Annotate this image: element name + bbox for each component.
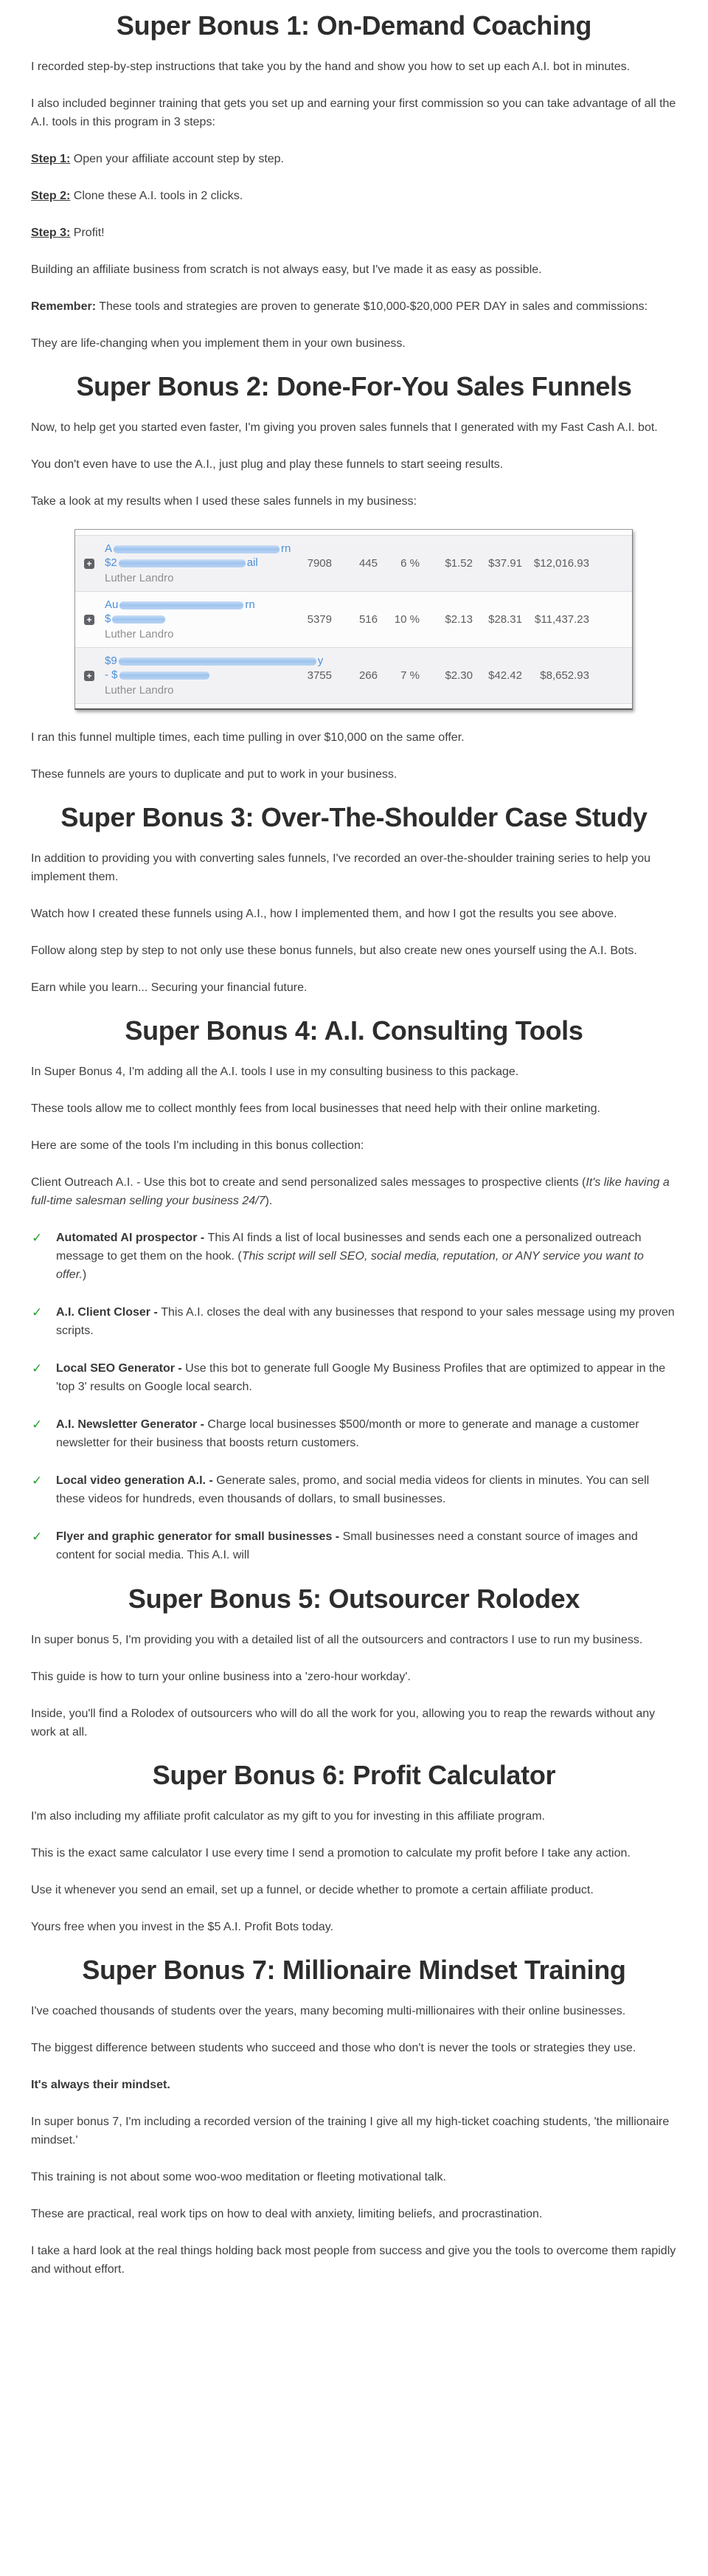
paragraph	[31, 1705, 677, 1741]
check-icon: ✓	[32, 1231, 43, 1245]
checklist-item	[31, 1415, 677, 1452]
checklist-item	[31, 1359, 677, 1396]
paragraph	[31, 2205, 677, 2223]
stat-cell: $28.31	[488, 613, 522, 626]
checklist-item-text	[56, 1229, 677, 1284]
checklist-item	[31, 1303, 677, 1340]
paragraph	[31, 728, 677, 747]
paragraph	[31, 150, 677, 168]
text-run: Local SEO Generator -	[56, 1362, 186, 1375]
link-text-fragment: - $	[105, 669, 118, 681]
bonus-section-1	[31, 10, 677, 353]
funnel-link-line	[105, 654, 324, 668]
stat-cell: $8,652.93	[540, 669, 589, 682]
paragraph	[31, 905, 677, 923]
funnel-link-line	[105, 556, 288, 570]
expand-row-icon: +	[84, 671, 94, 681]
text-run: This AI finds a list of local businesses and sends each one a personalized outreach message to get them on the hook. (	[56, 1232, 642, 1263]
paragraph	[31, 492, 677, 511]
paragraph	[31, 1881, 677, 1899]
paragraph	[31, 1063, 677, 1081]
expand-row-icon: +	[84, 559, 94, 569]
text-run: In super bonus 7, I'm including a recorded version of the training I give all my high-ticket coaching students, 'the millionaire mindset.'	[31, 2116, 670, 2147]
stat-cell: 5379	[307, 613, 332, 626]
screenshot-crop-edge	[75, 704, 632, 708]
stat-cell: $2.30	[445, 669, 473, 682]
stat-cell: $12,016.93	[533, 557, 589, 570]
checklist-item-text	[56, 1303, 677, 1340]
funnel-link-line	[105, 668, 288, 682]
stat-cell: 10 %	[394, 613, 420, 626]
text-run: Step 2:	[31, 190, 71, 202]
text-run: Step 3:	[31, 227, 71, 239]
paragraph	[31, 297, 677, 316]
stat-cell: $11,437.23	[535, 613, 589, 626]
text-run: Follow along step by step to not only use these bonus funnels, but also create new ones yourself using the A.I. Bots.	[31, 945, 637, 957]
check-icon: ✓	[32, 1474, 43, 1488]
text-run: These are practical, real work tips on how to deal with anxiety, limiting beliefs, and procrastination.	[31, 2208, 543, 2220]
paragraph	[31, 2002, 677, 2020]
text-run: )	[82, 1268, 87, 1281]
link-text-fragment: $	[105, 612, 111, 625]
redacted-smear	[119, 657, 316, 666]
paragraph	[31, 942, 677, 960]
bonus-section-5	[31, 1584, 677, 1741]
stat-cell: 445	[358, 557, 378, 570]
stat-cell: 7 %	[400, 669, 420, 682]
stat-cell: 7908	[307, 557, 332, 570]
text-run: ).	[265, 1195, 273, 1207]
text-run: I recorded step-by-step instructions that take you by the hand and show you how to set up each A.I. bot in minutes.	[31, 61, 631, 73]
paragraph	[31, 455, 677, 474]
text-run: This training is not about some woo-woo meditation or fleeting motivational talk.	[31, 2171, 446, 2183]
text-run: A.I. Newsletter Generator -	[56, 1418, 208, 1431]
paragraph	[31, 978, 677, 997]
link-text-fragment: Au	[105, 598, 119, 611]
bonus-section-4	[31, 1015, 677, 1564]
text-run: Use this bot to generate full Google My Business Profiles that are optimized to appear in the 'top 3' results on Google local search.	[56, 1362, 666, 1393]
paragraph	[31, 1668, 677, 1686]
link-text-fragment: rn	[245, 598, 255, 611]
text-run: I also included beginner training that gets you set up and earning your first commission so you can take advantage of all the A.I. tools in this program in 3 steps:	[31, 97, 676, 128]
text-run: Client Outreach A.I. - Use this bot to create and send personalized sales messages to prospective clients (	[31, 1176, 586, 1189]
text-run: Use it whenever you send an email, set up a funnel, or decide whether to promote a certain affiliate product.	[31, 1884, 594, 1896]
paragraph	[31, 260, 677, 279]
owner-name: Luther Landro	[105, 572, 174, 584]
section-heading: Super Bonus 5: Outsourcer Rolodex	[128, 1584, 580, 1614]
bonus-section-7	[31, 1955, 677, 2279]
text-run: I take a hard look at the real things holding back most people from success and give you the tools to overcome them rapidly and without effort.	[31, 2245, 676, 2276]
section-heading: Super Bonus 7: Millionaire Mindset Training	[82, 1955, 626, 1985]
text-run: This A.I. closes the deal with any businesses that respond to your sales message using my proven scripts.	[56, 1306, 675, 1337]
text-run: Remember:	[31, 300, 97, 313]
stat-cell: 6 %	[400, 557, 420, 570]
paragraph	[31, 2039, 677, 2057]
paragraph	[31, 1631, 677, 1649]
section-heading: Super Bonus 6: Profit Calculator	[152, 1760, 556, 1790]
redacted-smear	[112, 615, 165, 624]
text-run: I'm also including my affiliate profit calculator as my gift to you for investing in this affiliate program.	[31, 1810, 545, 1823]
redacted-smear	[119, 671, 209, 680]
paragraph	[31, 849, 677, 886]
paragraph	[31, 1844, 677, 1862]
text-run: I ran this funnel multiple times, each time pulling in over $10,000 on the same offer.	[31, 731, 465, 744]
text-run: They are life-changing when you implement them in your own business.	[31, 337, 406, 350]
text-run: Now, to help get you started even faster, I'm giving you proven sales funnels that I generated with my Fast Cash A.I. bot.	[31, 421, 658, 434]
text-run: In Super Bonus 4, I'm adding all the A.I. tools I use in my consulting business to this package.	[31, 1066, 519, 1078]
text-run: This is the exact same calculator I use every time I send a promotion to calculate my profit before I take any action.	[31, 1847, 631, 1860]
checklist-item-text	[56, 1415, 677, 1452]
link-text-fragment: $9	[105, 655, 117, 667]
text-run: Charge local businesses $500/month or more to generate and manage a customer newsletter for their business that boosts return customers.	[56, 1418, 639, 1449]
checklist-item-text	[56, 1359, 677, 1396]
link-text-fragment: y	[317, 655, 324, 667]
paragraph	[31, 94, 677, 131]
text-run: Inside, you'll find a Rolodex of outsourcers who will do all the work for you, allowing you to reap the rewards without any work at all.	[31, 1707, 656, 1738]
results-screenshot	[74, 529, 633, 710]
text-run: Here are some of the tools I'm including in this bonus collection:	[31, 1139, 364, 1152]
text-run: It's always their mindset.	[31, 2079, 170, 2091]
text-run: Yours free when you invest in the $5 A.I. Profit Bots today.	[31, 1921, 334, 1933]
stat-cell: $37.91	[488, 557, 522, 570]
paragraph	[31, 418, 677, 437]
funnel-name-block	[105, 598, 288, 641]
redacted-smear	[119, 601, 243, 610]
table-row	[75, 592, 632, 648]
funnel-name-block	[105, 542, 291, 585]
text-run: In super bonus 5, I'm providing you with a detailed list of all the outsourcers and contractors I use to run my business.	[31, 1634, 643, 1646]
paragraph	[31, 2168, 677, 2186]
checklist-item	[31, 1229, 677, 1284]
text-run: Building an affiliate business from scratch is not always easy, but I've made it as easy as possible.	[31, 263, 542, 276]
text-run: Clone these A.I. tools in 2 clicks.	[70, 190, 243, 202]
owner-name: Luther Landro	[105, 684, 174, 697]
link-text-fragment: A	[105, 542, 113, 555]
paragraph	[31, 224, 677, 242]
paragraph	[31, 187, 677, 205]
section-heading: Super Bonus 4: A.I. Consulting Tools	[125, 1015, 583, 1046]
text-run: Earn while you learn... Securing your financial future.	[31, 981, 308, 994]
stat-cell: 3755	[307, 669, 332, 682]
table-row	[75, 536, 632, 592]
text-run: These tools allow me to collect monthly fees from local businesses that need help with their online marketing.	[31, 1102, 600, 1115]
screenshot-crop-edge	[75, 530, 632, 536]
checklist-item-text	[56, 1471, 677, 1508]
link-text-fragment: $2	[105, 556, 117, 569]
text-run: These funnels are yours to duplicate and put to work in your business.	[31, 768, 398, 781]
owner-name: Luther Landro	[105, 628, 174, 640]
stat-cell: $2.13	[445, 613, 473, 626]
section-heading: Super Bonus 3: Over-The-Shoulder Case Study	[60, 802, 648, 832]
text-run: The biggest difference between students who succeed and those who don't is never the tools or strategies they use.	[31, 2042, 636, 2054]
checklist-item	[31, 1471, 677, 1508]
bonus-section-3	[31, 802, 677, 997]
text-run: I've coached thousands of students over the years, many becoming multi-millionaires with their online businesses.	[31, 2005, 626, 2017]
redacted-smear	[114, 545, 280, 553]
paragraph	[31, 2242, 677, 2279]
check-icon: ✓	[32, 1361, 43, 1375]
text-run: Flyer and graphic generator for small businesses -	[56, 1530, 343, 1543]
table-row	[75, 648, 632, 704]
check-icon: ✓	[32, 1305, 43, 1319]
text-run: These tools and strategies are proven to generate $10,000-$20,000 PER DAY in sales and commissions:	[96, 300, 648, 313]
paragraph	[31, 1918, 677, 1936]
expand-row-icon: +	[84, 615, 94, 625]
text-run: Take a look at my results when I used these sales funnels in my business:	[31, 495, 417, 508]
paragraph	[31, 1807, 677, 1826]
checklist-item	[31, 1527, 677, 1564]
text-run: Open your affiliate account step by step.	[70, 153, 284, 165]
text-run: Step 1:	[31, 153, 71, 165]
text-run: This script will sell SEO, social media, reputation, or ANY service you want to offer.	[56, 1250, 644, 1281]
paragraph	[31, 334, 677, 353]
check-icon: ✓	[32, 1418, 43, 1432]
text-run: You don't even have to use the A.I., just plug and play these funnels to start seeing results.	[31, 458, 504, 471]
text-run: Profit!	[70, 227, 105, 239]
paragraph	[31, 1173, 677, 1210]
text-run: It's like having a full-time salesman selling your business 24/7	[31, 1176, 670, 1207]
stat-cell: 266	[358, 669, 378, 682]
paragraph	[31, 1136, 677, 1155]
link-text-fragment: rn	[281, 542, 291, 555]
paragraph	[31, 1099, 677, 1118]
text-run: Local video generation A.I. -	[56, 1474, 217, 1487]
funnel-link-line	[105, 598, 288, 612]
text-run: In addition to providing you with converting sales funnels, I've recorded an over-the-shoulder training series to help you implement them.	[31, 852, 650, 883]
stat-cell: 516	[358, 613, 378, 626]
text-run: Automated AI prospector -	[56, 1232, 208, 1244]
funnel-link-line	[105, 612, 288, 626]
bonus-section-2	[31, 371, 677, 784]
stat-cell: $1.52	[445, 557, 473, 570]
section-heading: Super Bonus 2: Done-For-You Sales Funnels	[76, 371, 632, 401]
stat-cell: $42.42	[488, 669, 522, 682]
paragraph	[31, 765, 677, 784]
text-run: Generate sales, promo, and social media videos for clients in minutes. You can sell these videos for hundreds, even thousands of dollars, to small businesses.	[56, 1474, 650, 1505]
redacted-smear	[119, 559, 246, 567]
checklist-item-text	[56, 1527, 677, 1564]
text-run: Watch how I created these funnels using A.I., how I implemented them, and how I got the results you see above.	[31, 908, 617, 920]
bonus-section-6	[31, 1760, 677, 1936]
text-run: Small businesses need a constant source of images and content for social media. This A.I. will	[56, 1530, 638, 1561]
text-run: A.I. Client Closer -	[56, 1306, 162, 1319]
paragraph	[31, 2113, 677, 2149]
funnel-link-line	[105, 542, 291, 556]
check-icon: ✓	[32, 1530, 43, 1544]
link-text-fragment: ail	[246, 556, 258, 569]
paragraph	[31, 58, 677, 76]
section-heading: Super Bonus 1: On-Demand Coaching	[116, 10, 592, 41]
text-run: This guide is how to turn your online business into a 'zero-hour workday'.	[31, 1671, 411, 1683]
paragraph	[31, 2076, 677, 2094]
